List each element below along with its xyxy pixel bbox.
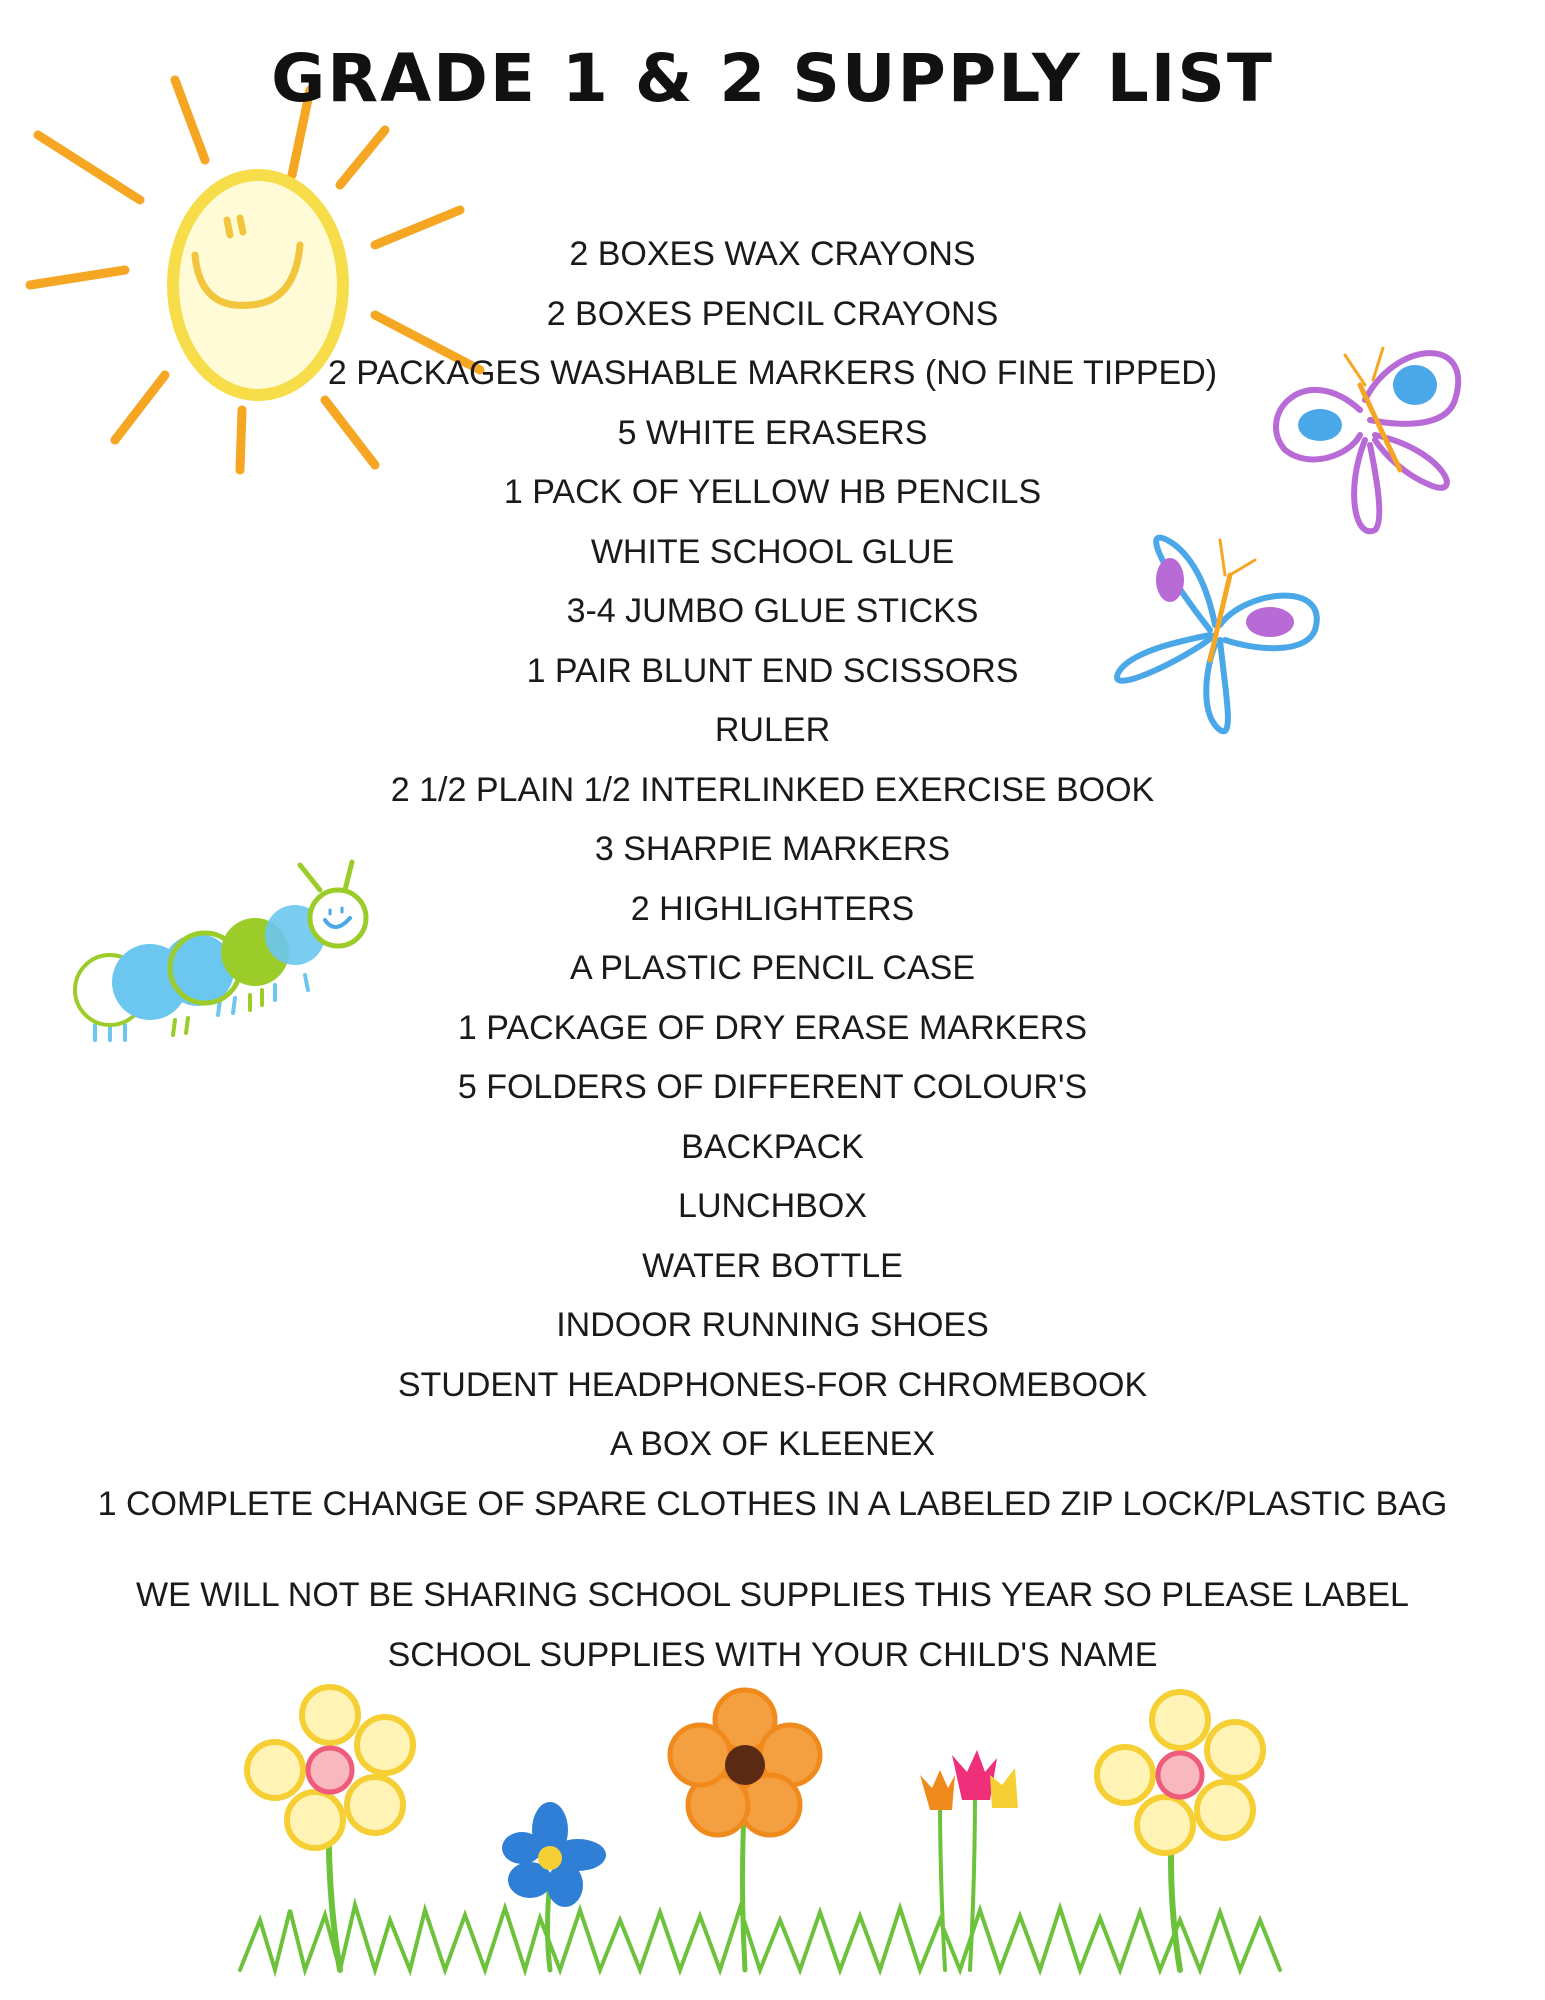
list-item: 3 SHARPIE MARKERS xyxy=(594,830,951,868)
list-item: WHITE SCHOOL GLUE xyxy=(590,532,955,571)
list-item: 2 PACKAGES WASHABLE MARKERS (NO FINE TIPPED) xyxy=(327,354,1218,392)
list-item: RULER xyxy=(714,711,831,749)
note-line: WE WILL NOT BE SHARING SCHOOL SUPPLIES THIS YEAR SO PLEASE LABEL xyxy=(136,1576,1409,1614)
list-item: 2 HIGHLIGHTERS xyxy=(630,889,915,928)
list-item: 2 1/2 PLAIN 1/2 INTERLINKED EXERCISE BOOK xyxy=(390,770,1155,809)
note-line: SCHOOL SUPPLIES WITH YOUR CHILD'S NAME xyxy=(387,1636,1158,1674)
labeling-note xyxy=(0,1565,1545,1685)
list-item: A BOX OF KLEENEX xyxy=(609,1425,935,1463)
list-item: 2 BOXES PENCIL CRAYONS xyxy=(546,294,999,333)
list-item: A PLASTIC PENCIL CASE xyxy=(570,949,975,987)
list-item: BACKPACK xyxy=(681,1127,864,1166)
list-item: STUDENT HEADPHONES-FOR CHROMEBOOK xyxy=(397,1365,1148,1404)
list-item: INDOOR RUNNING SHOES xyxy=(556,1306,989,1344)
list-item: 1 PAIR BLUNT END SCISSORS xyxy=(526,651,1019,690)
list-item: 1 PACK OF YELLOW HB PENCILS xyxy=(503,473,1042,511)
list-item: LUNCHBOX xyxy=(678,1187,867,1225)
list-item: 5 FOLDERS OF DIFFERENT COLOUR'S xyxy=(457,1068,1088,1106)
list-item: 3-4 JUMBO GLUE STICKS xyxy=(566,592,979,630)
list-item: 2 BOXES WAX CRAYONS xyxy=(569,235,976,273)
flower-garden-icon xyxy=(240,1680,1320,1980)
supply-list xyxy=(0,225,1545,1534)
page-title: GRADE 1 & 2 SUPPLY LIST xyxy=(271,40,1274,117)
list-item: 1 PACKAGE OF DRY ERASE MARKERS xyxy=(457,1008,1088,1047)
list-item: WATER BOTTLE xyxy=(642,1246,903,1285)
list-item: 5 WHITE ERASERS xyxy=(617,413,928,452)
list-item: 1 COMPLETE CHANGE OF SPARE CLOTHES IN A LABELED ZIP LOCK/PLASTIC BAG xyxy=(97,1484,1448,1523)
